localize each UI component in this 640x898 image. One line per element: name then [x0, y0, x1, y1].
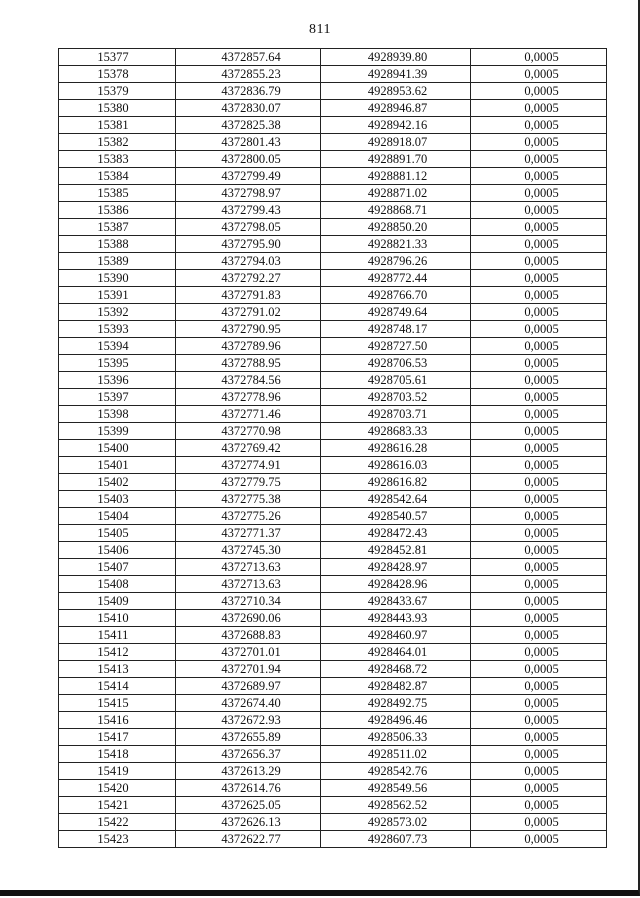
- point-number-cell: 15406: [59, 542, 176, 559]
- y-coordinate-cell: 4928452.81: [321, 542, 471, 559]
- point-number-cell: 15423: [59, 831, 176, 848]
- point-number-cell: 15405: [59, 525, 176, 542]
- x-coordinate-cell: 4372713.63: [176, 559, 321, 576]
- point-number-cell: 15400: [59, 440, 176, 457]
- point-number-cell: 15386: [59, 202, 176, 219]
- value-cell: 0,0005: [471, 202, 607, 219]
- table-row: [59, 287, 607, 304]
- y-coordinate-cell: 4928748.17: [321, 321, 471, 338]
- y-coordinate-cell: 4928891.70: [321, 151, 471, 168]
- point-number-cell: 15380: [59, 100, 176, 117]
- table-row: [59, 542, 607, 559]
- table-row: [59, 525, 607, 542]
- x-coordinate-cell: 4372710.34: [176, 593, 321, 610]
- value-cell: 0,0005: [471, 117, 607, 134]
- point-number-cell: 15377: [59, 49, 176, 66]
- table-row: [59, 253, 607, 270]
- page-number: 811: [309, 22, 331, 37]
- x-coordinate-cell: 4372801.43: [176, 134, 321, 151]
- value-cell: 0,0005: [471, 644, 607, 661]
- value-cell: 0,0005: [471, 814, 607, 831]
- value-cell: 0,0005: [471, 287, 607, 304]
- x-coordinate-cell: 4372784.56: [176, 372, 321, 389]
- value-cell: 0,0005: [471, 100, 607, 117]
- table-row: [59, 134, 607, 151]
- x-coordinate-cell: 4372799.49: [176, 168, 321, 185]
- point-number-cell: 15388: [59, 236, 176, 253]
- y-coordinate-cell: 4928482.87: [321, 678, 471, 695]
- y-coordinate-cell: 4928821.33: [321, 236, 471, 253]
- value-cell: 0,0005: [471, 542, 607, 559]
- point-number-cell: 15385: [59, 185, 176, 202]
- x-coordinate-cell: 4372775.26: [176, 508, 321, 525]
- point-number-cell: 15396: [59, 372, 176, 389]
- point-number-cell: 15418: [59, 746, 176, 763]
- y-coordinate-cell: 4928492.75: [321, 695, 471, 712]
- x-coordinate-cell: 4372655.89: [176, 729, 321, 746]
- table-row: [59, 440, 607, 457]
- y-coordinate-cell: 4928616.28: [321, 440, 471, 457]
- point-number-cell: 15409: [59, 593, 176, 610]
- y-coordinate-cell: 4928496.46: [321, 712, 471, 729]
- table-row: [59, 644, 607, 661]
- table-row: [59, 321, 607, 338]
- x-coordinate-cell: 4372855.23: [176, 66, 321, 83]
- y-coordinate-cell: 4928703.71: [321, 406, 471, 423]
- value-cell: 0,0005: [471, 185, 607, 202]
- table-row: [59, 83, 607, 100]
- x-coordinate-cell: 4372745.30: [176, 542, 321, 559]
- y-coordinate-cell: 4928542.64: [321, 491, 471, 508]
- y-coordinate-cell: 4928511.02: [321, 746, 471, 763]
- point-number-cell: 15387: [59, 219, 176, 236]
- point-number-cell: 15417: [59, 729, 176, 746]
- y-coordinate-cell: 4928428.96: [321, 576, 471, 593]
- value-cell: 0,0005: [471, 304, 607, 321]
- y-coordinate-cell: 4928918.07: [321, 134, 471, 151]
- x-coordinate-cell: 4372672.93: [176, 712, 321, 729]
- y-coordinate-cell: 4928443.93: [321, 610, 471, 627]
- y-coordinate-cell: 4928616.03: [321, 457, 471, 474]
- y-coordinate-cell: 4928953.62: [321, 83, 471, 100]
- table-row: [59, 151, 607, 168]
- point-number-cell: 15399: [59, 423, 176, 440]
- table-row: [59, 576, 607, 593]
- table-row: [59, 474, 607, 491]
- x-coordinate-cell: 4372799.43: [176, 202, 321, 219]
- point-number-cell: 15422: [59, 814, 176, 831]
- table-row: [59, 372, 607, 389]
- table-row: [59, 202, 607, 219]
- value-cell: 0,0005: [471, 83, 607, 100]
- point-number-cell: 15398: [59, 406, 176, 423]
- value-cell: 0,0005: [471, 593, 607, 610]
- y-coordinate-cell: 4928562.52: [321, 797, 471, 814]
- table-row: [59, 763, 607, 780]
- table-row: [59, 508, 607, 525]
- y-coordinate-cell: 4928616.82: [321, 474, 471, 491]
- value-cell: 0,0005: [471, 610, 607, 627]
- value-cell: 0,0005: [471, 508, 607, 525]
- point-number-cell: 15410: [59, 610, 176, 627]
- x-coordinate-cell: 4372792.27: [176, 270, 321, 287]
- point-number-cell: 15397: [59, 389, 176, 406]
- point-number-cell: 15416: [59, 712, 176, 729]
- table-row: [59, 66, 607, 83]
- point-number-cell: 15415: [59, 695, 176, 712]
- table-row: [59, 406, 607, 423]
- coordinates-table: [58, 48, 607, 848]
- point-number-cell: 15412: [59, 644, 176, 661]
- x-coordinate-cell: 4372779.75: [176, 474, 321, 491]
- point-number-cell: 15413: [59, 661, 176, 678]
- table-row: [59, 219, 607, 236]
- x-coordinate-cell: 4372771.46: [176, 406, 321, 423]
- value-cell: 0,0005: [471, 797, 607, 814]
- y-coordinate-cell: 4928796.26: [321, 253, 471, 270]
- x-coordinate-cell: 4372688.83: [176, 627, 321, 644]
- value-cell: 0,0005: [471, 151, 607, 168]
- x-coordinate-cell: 4372794.03: [176, 253, 321, 270]
- x-coordinate-cell: 4372825.38: [176, 117, 321, 134]
- x-coordinate-cell: 4372713.63: [176, 576, 321, 593]
- y-coordinate-cell: 4928868.71: [321, 202, 471, 219]
- y-coordinate-cell: 4928472.43: [321, 525, 471, 542]
- table-row: [59, 559, 607, 576]
- point-number-cell: 15407: [59, 559, 176, 576]
- x-coordinate-cell: 4372791.02: [176, 304, 321, 321]
- point-number-cell: 15390: [59, 270, 176, 287]
- point-number-cell: 15414: [59, 678, 176, 695]
- y-coordinate-cell: 4928607.73: [321, 831, 471, 848]
- value-cell: 0,0005: [471, 695, 607, 712]
- x-coordinate-cell: 4372795.90: [176, 236, 321, 253]
- y-coordinate-cell: 4928460.97: [321, 627, 471, 644]
- value-cell: 0,0005: [471, 491, 607, 508]
- y-coordinate-cell: 4928749.64: [321, 304, 471, 321]
- table-row: [59, 695, 607, 712]
- y-coordinate-cell: 4928871.02: [321, 185, 471, 202]
- x-coordinate-cell: 4372613.29: [176, 763, 321, 780]
- point-number-cell: 15383: [59, 151, 176, 168]
- y-coordinate-cell: 4928542.76: [321, 763, 471, 780]
- point-number-cell: 15391: [59, 287, 176, 304]
- point-number-cell: 15389: [59, 253, 176, 270]
- value-cell: 0,0005: [471, 474, 607, 491]
- value-cell: 0,0005: [471, 372, 607, 389]
- value-cell: 0,0005: [471, 559, 607, 576]
- value-cell: 0,0005: [471, 338, 607, 355]
- x-coordinate-cell: 4372798.05: [176, 219, 321, 236]
- x-coordinate-cell: 4372689.97: [176, 678, 321, 695]
- value-cell: 0,0005: [471, 219, 607, 236]
- x-coordinate-cell: 4372830.07: [176, 100, 321, 117]
- x-coordinate-cell: 4372798.97: [176, 185, 321, 202]
- table-row: [59, 236, 607, 253]
- x-coordinate-cell: 4372625.05: [176, 797, 321, 814]
- table-row: [59, 423, 607, 440]
- table-row: [59, 627, 607, 644]
- x-coordinate-cell: 4372789.96: [176, 338, 321, 355]
- x-coordinate-cell: 4372770.98: [176, 423, 321, 440]
- x-coordinate-cell: 4372800.05: [176, 151, 321, 168]
- y-coordinate-cell: 4928772.44: [321, 270, 471, 287]
- point-number-cell: 15408: [59, 576, 176, 593]
- y-coordinate-cell: 4928727.50: [321, 338, 471, 355]
- x-coordinate-cell: 4372836.79: [176, 83, 321, 100]
- table-row: [59, 610, 607, 627]
- x-coordinate-cell: 4372790.95: [176, 321, 321, 338]
- y-coordinate-cell: 4928506.33: [321, 729, 471, 746]
- table-row: [59, 49, 607, 66]
- y-coordinate-cell: 4928766.70: [321, 287, 471, 304]
- point-number-cell: 15392: [59, 304, 176, 321]
- table-row: [59, 185, 607, 202]
- point-number-cell: 15402: [59, 474, 176, 491]
- point-number-cell: 15395: [59, 355, 176, 372]
- y-coordinate-cell: 4928703.52: [321, 389, 471, 406]
- value-cell: 0,0005: [471, 49, 607, 66]
- value-cell: 0,0005: [471, 712, 607, 729]
- value-cell: 0,0005: [471, 661, 607, 678]
- value-cell: 0,0005: [471, 66, 607, 83]
- table-row: [59, 338, 607, 355]
- table-row: [59, 831, 607, 848]
- x-coordinate-cell: 4372622.77: [176, 831, 321, 848]
- point-number-cell: 15411: [59, 627, 176, 644]
- table-row: [59, 355, 607, 372]
- table-row: [59, 270, 607, 287]
- y-coordinate-cell: 4928706.53: [321, 355, 471, 372]
- x-coordinate-cell: 4372791.83: [176, 287, 321, 304]
- value-cell: 0,0005: [471, 270, 607, 287]
- value-cell: 0,0005: [471, 253, 607, 270]
- value-cell: 0,0005: [471, 831, 607, 848]
- point-number-cell: 15382: [59, 134, 176, 151]
- x-coordinate-cell: 4372656.37: [176, 746, 321, 763]
- value-cell: 0,0005: [471, 168, 607, 185]
- x-coordinate-cell: 4372778.96: [176, 389, 321, 406]
- x-coordinate-cell: 4372701.94: [176, 661, 321, 678]
- table-row: [59, 814, 607, 831]
- x-coordinate-cell: 4372857.64: [176, 49, 321, 66]
- table-row: [59, 100, 607, 117]
- point-number-cell: 15403: [59, 491, 176, 508]
- point-number-cell: 15421: [59, 797, 176, 814]
- coordinates-table-container: [58, 48, 606, 848]
- point-number-cell: 15378: [59, 66, 176, 83]
- value-cell: 0,0005: [471, 236, 607, 253]
- table-row: [59, 168, 607, 185]
- x-coordinate-cell: 4372774.91: [176, 457, 321, 474]
- value-cell: 0,0005: [471, 406, 607, 423]
- x-coordinate-cell: 4372701.01: [176, 644, 321, 661]
- x-coordinate-cell: 4372788.95: [176, 355, 321, 372]
- point-number-cell: 15384: [59, 168, 176, 185]
- x-coordinate-cell: 4372626.13: [176, 814, 321, 831]
- table-row: [59, 661, 607, 678]
- y-coordinate-cell: 4928881.12: [321, 168, 471, 185]
- y-coordinate-cell: 4928705.61: [321, 372, 471, 389]
- y-coordinate-cell: 4928683.33: [321, 423, 471, 440]
- value-cell: 0,0005: [471, 627, 607, 644]
- value-cell: 0,0005: [471, 763, 607, 780]
- value-cell: 0,0005: [471, 134, 607, 151]
- y-coordinate-cell: 4928946.87: [321, 100, 471, 117]
- x-coordinate-cell: 4372769.42: [176, 440, 321, 457]
- y-coordinate-cell: 4928939.80: [321, 49, 471, 66]
- value-cell: 0,0005: [471, 389, 607, 406]
- x-coordinate-cell: 4372614.76: [176, 780, 321, 797]
- y-coordinate-cell: 4928941.39: [321, 66, 471, 83]
- table-row: [59, 117, 607, 134]
- table-body: [59, 49, 607, 848]
- table-row: [59, 797, 607, 814]
- y-coordinate-cell: 4928549.56: [321, 780, 471, 797]
- point-number-cell: 15381: [59, 117, 176, 134]
- value-cell: 0,0005: [471, 355, 607, 372]
- y-coordinate-cell: 4928464.01: [321, 644, 471, 661]
- value-cell: 0,0005: [471, 321, 607, 338]
- point-number-cell: 15420: [59, 780, 176, 797]
- table-row: [59, 491, 607, 508]
- table-row: [59, 457, 607, 474]
- y-coordinate-cell: 4928428.97: [321, 559, 471, 576]
- value-cell: 0,0005: [471, 457, 607, 474]
- table-row: [59, 304, 607, 321]
- y-coordinate-cell: 4928468.72: [321, 661, 471, 678]
- x-coordinate-cell: 4372771.37: [176, 525, 321, 542]
- y-coordinate-cell: 4928942.16: [321, 117, 471, 134]
- point-number-cell: 15379: [59, 83, 176, 100]
- point-number-cell: 15404: [59, 508, 176, 525]
- table-row: [59, 729, 607, 746]
- y-coordinate-cell: 4928573.02: [321, 814, 471, 831]
- x-coordinate-cell: 4372674.40: [176, 695, 321, 712]
- value-cell: 0,0005: [471, 423, 607, 440]
- x-coordinate-cell: 4372690.06: [176, 610, 321, 627]
- table-row: [59, 712, 607, 729]
- point-number-cell: 15401: [59, 457, 176, 474]
- table-row: [59, 780, 607, 797]
- value-cell: 0,0005: [471, 576, 607, 593]
- value-cell: 0,0005: [471, 525, 607, 542]
- x-coordinate-cell: 4372775.38: [176, 491, 321, 508]
- y-coordinate-cell: 4928540.57: [321, 508, 471, 525]
- point-number-cell: 15394: [59, 338, 176, 355]
- table-row: [59, 746, 607, 763]
- table-row: [59, 678, 607, 695]
- value-cell: 0,0005: [471, 746, 607, 763]
- point-number-cell: 15393: [59, 321, 176, 338]
- y-coordinate-cell: 4928850.20: [321, 219, 471, 236]
- table-row: [59, 389, 607, 406]
- value-cell: 0,0005: [471, 440, 607, 457]
- value-cell: 0,0005: [471, 678, 607, 695]
- point-number-cell: 15419: [59, 763, 176, 780]
- y-coordinate-cell: 4928433.67: [321, 593, 471, 610]
- value-cell: 0,0005: [471, 729, 607, 746]
- value-cell: 0,0005: [471, 780, 607, 797]
- table-row: [59, 593, 607, 610]
